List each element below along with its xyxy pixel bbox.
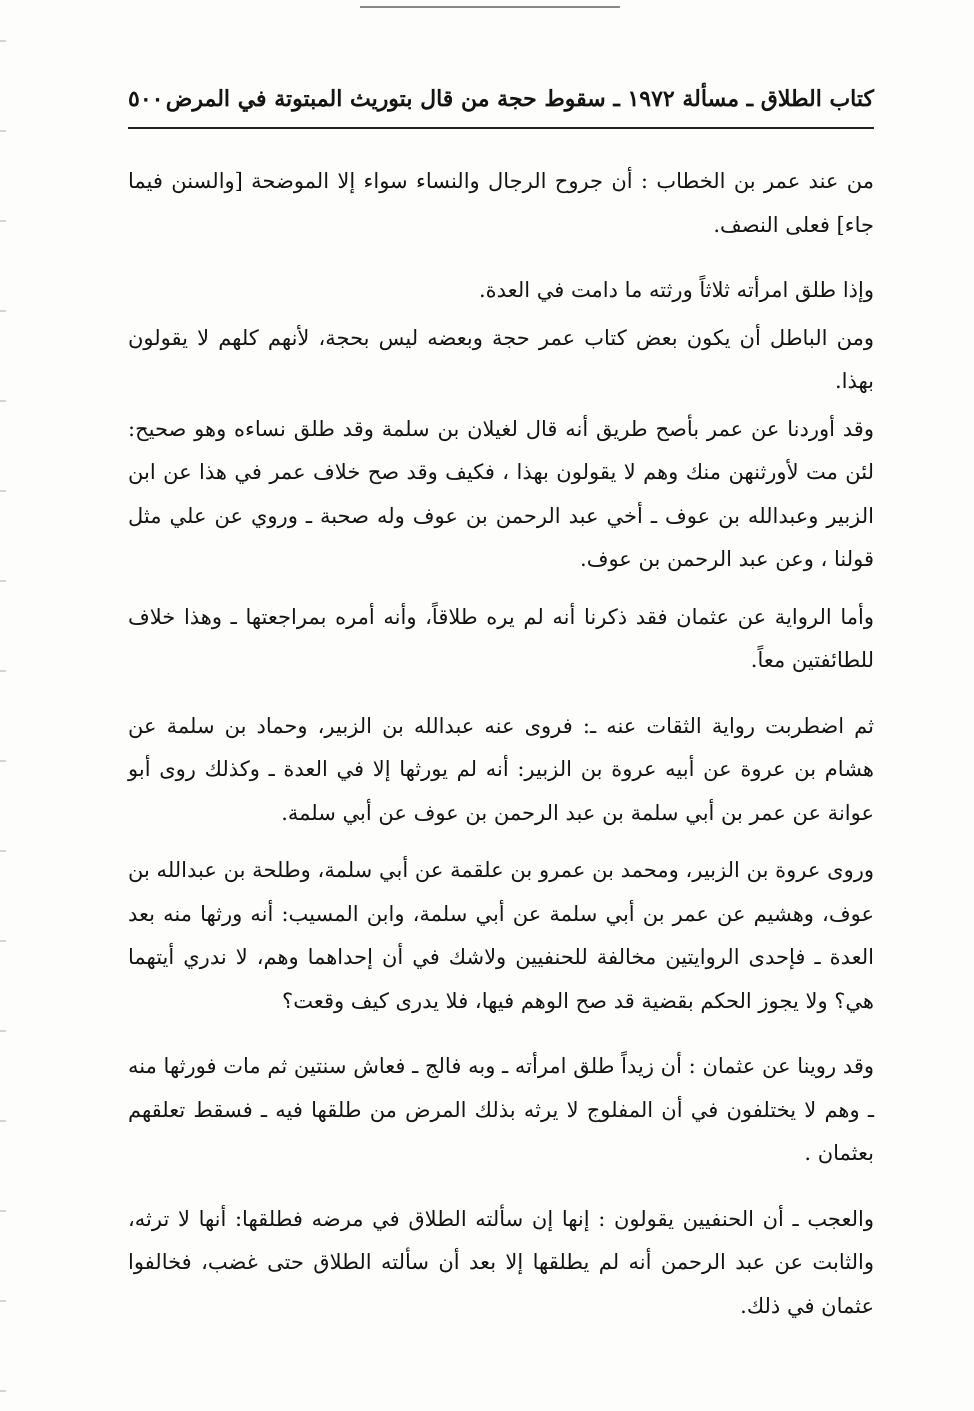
page-number: ٥٠٠ (128, 86, 164, 112)
page-header (128, 86, 874, 126)
paragraph-8: وقد روينا عن عثمان : أن زيداً طلق امرأته ـ وبه فالج ـ فعاش سنتين ثم مات فورثها منه ـ وهم لا يختلفون في أن المفلوج لا يرثه بذلك المرض من طلقها فيه ـ فسقط تعلقهم بعثمان . (128, 1054, 874, 1165)
paragraph-2: وإذا طلق امرأته ثلاثاً ورثته ما دامت في العدة. (478, 278, 874, 302)
scan-edge (0, 0, 6, 1411)
paragraph-3: ومن الباطل أن يكون بعض كتاب عمر حجة وبعضه ليس بحجة، لأنهم كلهم لا يقولون بهذا. (128, 325, 874, 393)
paragraph-1: من عند عمر بن الخطاب : أن جروح الرجال والنساء سواء إلا الموضحة [والسنن فيما جاء] فعلى النصف. (128, 169, 874, 237)
paragraph-7: وروى عروة بن الزبير، ومحمد بن عمرو بن علقمة عن أبي سلمة، وطلحة بن عبدالله بن عوف، وهشيم عن عمر بن أبي سلمة عن أبي سلمة، وابن المسيب: أنه ورثها منه بعد العدة ـ فإحدى الروايتين مخالفة للحنفيين ولاشك في أن إحداهما وهم، لا ندري أيتهما هي؟ ولا يجوز الحكم بقضية قد صح الوهم فيها، فلا يدرى كيف وقعت؟ (128, 858, 874, 1013)
paragraph-5: وأما الرواية عن عثمان فقد ذكرنا أنه لم يره طلاقاً، وأنه أمره بمراجعتها ـ وهذا خلاف للطائفتين معاً. (128, 604, 874, 672)
top-scan-line (360, 6, 620, 8)
paragraph-9: والعجب ـ أن الحنفيين يقولون : إنها إن سألته الطلاق في مرضه فطلقها: أنها لا ترثه، والثابت عن عبد الرحمن أنه لم يطلقها إلا بعد أن سألته الطلاق حتى غضب، فخالفوا عثمان في ذلك. (128, 1206, 874, 1318)
paragraph-4: وقد أوردنا عن عمر بأصح طريق أنه قال لغيلان بن سلمة وقد طلق نساءه وهو صحيح: لئن مت لأورثنهن منك وهم لا يقولون بهذا ، فكيف وقد صح خلاف عمر في هذا عن ابن الزبير وعبدالله بن عوف ـ أخي عبد الرحمن بن عوف وله صحبة ـ وروي عن علي مثل قولنا ، وعن عبد الرحمن بن عوف. (128, 416, 874, 571)
running-title: كتاب الطلاق ـ مسألة ١٩٧٢ ـ سقوط حجة من قال بتوريث المبتوتة في المرض (165, 86, 874, 112)
paragraph-6: ثم اضطربت رواية الثقات عنه ـ: فروى عنه عبدالله بن الزبير، وحماد بن سلمة عن هشام بن عروة عن أبيه عروة بن الزبير: أنه لم يورثها إلا في العدة ـ وكذلك روى أبو عوانة عن عمر بن أبي سلمة بن عبد الرحمن بن عوف عن أبي سلمة. (128, 713, 874, 825)
page-body (128, 160, 874, 1328)
header-divider (128, 127, 874, 129)
